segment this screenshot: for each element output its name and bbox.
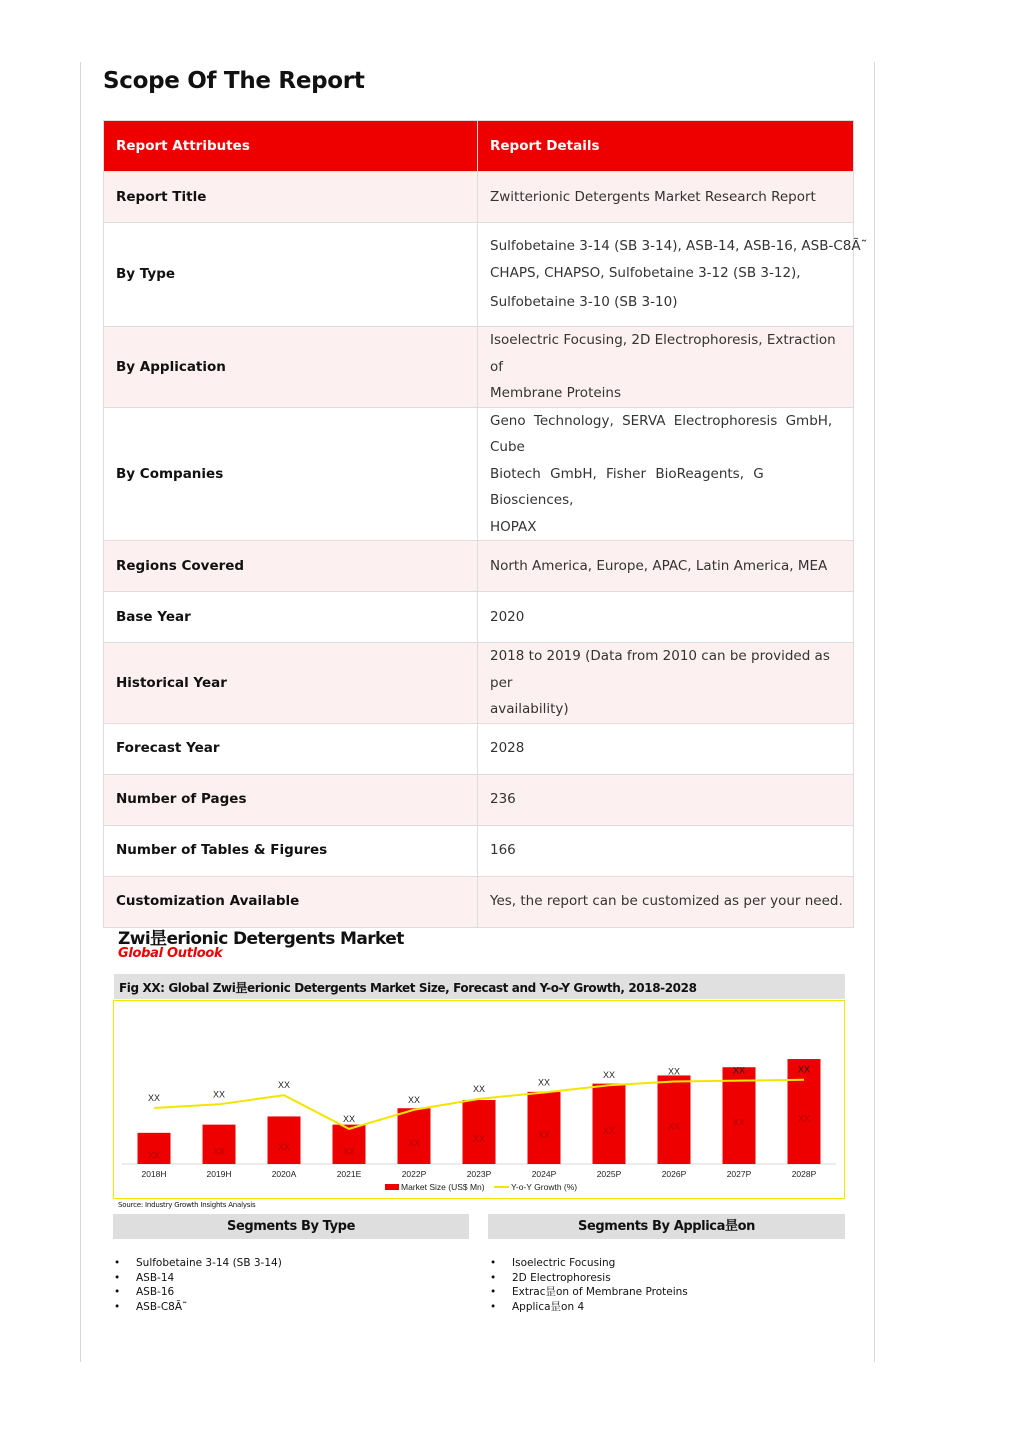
table-header-row	[104, 121, 854, 172]
list-item: • Extrac昰on of Membrane Proteins	[490, 1285, 688, 1300]
row-attribute: Report Title	[104, 172, 478, 223]
bar-data-label: XX	[342, 1146, 356, 1157]
header-attributes: Report Attributes	[104, 121, 478, 172]
row-attribute: Forecast Year	[104, 723, 478, 774]
chart-source: Source: Industry Growth Insights Analysis	[118, 1201, 256, 1209]
row-attribute: Historical Year	[104, 643, 478, 724]
legend-swatch-market-size	[385, 1184, 399, 1190]
table-row	[104, 223, 854, 327]
row-details: Yes, the report can be customized as per your need.	[478, 876, 854, 927]
bar	[203, 1125, 236, 1164]
row-attribute: By Type	[104, 223, 478, 327]
table-row	[104, 723, 854, 774]
list-item: • Applica昰on 4	[490, 1300, 688, 1315]
list-item: • ASB-16	[114, 1285, 282, 1300]
row-details: Sulfobetaine 3-14 (SB 3-14), ASB-14, ASB-16, ASB-C8Ã˜ CHAPS, CHAPSO, Sulfobetaine 3-12 (SB 3-12), Sulfobetaine 3-10 (SB 3-10)	[478, 223, 854, 327]
line-data-label: XX	[537, 1077, 551, 1088]
table-row	[104, 172, 854, 223]
list-item: • 2D Electrophoresis	[490, 1271, 688, 1286]
table-row	[104, 825, 854, 876]
bar	[528, 1092, 561, 1164]
segments-type-heading: Segments By Type	[113, 1214, 469, 1239]
row-details: 2018 to 2019 (Data from 2010 can be provided as per availability)	[478, 643, 854, 724]
x-tick-label: 2026P	[661, 1169, 687, 1179]
x-tick-label: 2023P	[466, 1169, 492, 1179]
bar	[788, 1059, 821, 1164]
table-row	[104, 592, 854, 643]
row-details: Zwitterionic Detergents Market Research Report	[478, 172, 854, 223]
table-row	[104, 643, 854, 724]
row-attribute: Regions Covered	[104, 541, 478, 592]
bar	[463, 1100, 496, 1164]
table-row	[104, 876, 854, 927]
segments-application-list	[490, 1256, 688, 1314]
chart-container	[113, 1000, 845, 1199]
x-tick-label: 2028P	[791, 1169, 817, 1179]
list-item: • ASB-14	[114, 1271, 282, 1286]
bar-data-label: XX	[212, 1146, 226, 1157]
figure-caption: Fig XX: Global Zwi昰erionic Detergents Market Size, Forecast and Y-o-Y Growth, 2018-2028	[119, 981, 697, 995]
right-margin-rule	[874, 62, 875, 1362]
scope-table	[103, 120, 868, 928]
bar	[398, 1108, 431, 1164]
bar-data-label: XX	[147, 1150, 161, 1161]
bar	[593, 1084, 626, 1164]
x-tick-label: 2018H	[141, 1169, 167, 1179]
market-chart	[114, 1001, 844, 1198]
line-data-label: XX	[147, 1092, 161, 1103]
row-attribute: Number of Pages	[104, 774, 478, 825]
row-details: 236	[478, 774, 854, 825]
table-row	[104, 407, 854, 541]
segments-type-list	[114, 1256, 282, 1314]
bar-data-label: XX	[407, 1138, 421, 1149]
list-item: • ASB-C8Ã˜	[114, 1300, 282, 1315]
table-row	[104, 541, 854, 592]
line-data-label: XX	[797, 1064, 811, 1075]
x-tick-label: 2020A	[271, 1169, 297, 1179]
legend-label-market-size: Market Size (US$ Mn)	[401, 1182, 485, 1192]
line-data-label: XX	[342, 1113, 356, 1124]
line-data-label: XX	[472, 1083, 486, 1094]
x-tick-label: 2019H	[206, 1169, 232, 1179]
list-item: • Isoelectric Focusing	[490, 1256, 688, 1271]
line-data-label: XX	[277, 1080, 291, 1091]
row-attribute: By Companies	[104, 407, 478, 541]
x-tick-label: 2024P	[531, 1169, 557, 1179]
bar	[268, 1116, 301, 1164]
x-tick-label: 2021E	[336, 1169, 362, 1179]
table-row	[104, 327, 854, 408]
x-tick-label: 2025P	[596, 1169, 622, 1179]
outlook-subtitle: Global Outlook	[118, 946, 223, 961]
figure-caption-bar	[114, 974, 845, 999]
row-attribute: Number of Tables & Figures	[104, 825, 478, 876]
row-details: 2028	[478, 723, 854, 774]
row-attribute: By Application	[104, 327, 478, 408]
table-row	[104, 774, 854, 825]
bar-data-label: XX	[667, 1121, 681, 1132]
header-details: Report Details	[478, 121, 854, 172]
line-data-label: XX	[407, 1094, 421, 1105]
list-item: • Sulfobetaine 3-14 (SB 3-14)	[114, 1256, 282, 1271]
x-tick-label: 2027P	[726, 1169, 752, 1179]
row-details: North America, Europe, APAC, Latin America, MEA	[478, 541, 854, 592]
bar	[658, 1075, 691, 1164]
row-details: 166	[478, 825, 854, 876]
segments-application-heading: Segments By Applica昰on	[488, 1214, 845, 1239]
x-tick-label: 2022P	[401, 1169, 427, 1179]
bar	[333, 1125, 366, 1164]
bar-data-label: XX	[277, 1142, 291, 1153]
row-attribute: Customization Available	[104, 876, 478, 927]
bar-data-label: XX	[602, 1125, 616, 1136]
legend-label-growth: Y-o-Y Growth (%)	[511, 1182, 578, 1192]
row-details: Geno Technology, SERVA Electrophoresis GmbH, Cube Biotech GmbH, Fisher BioReagents, G Biosciences, HOPAX	[478, 407, 854, 541]
row-details: Isoelectric Focusing, 2D Electrophoresis, Extraction of Membrane Proteins	[478, 327, 854, 408]
bar-data-label: XX	[732, 1117, 746, 1128]
row-attribute: Base Year	[104, 592, 478, 643]
bar-data-label: XX	[797, 1113, 811, 1124]
page-title: Scope Of The Report	[103, 68, 365, 94]
left-margin-rule	[80, 62, 81, 1362]
bar-data-label: XX	[472, 1134, 486, 1145]
outlook-title: Zwi昰erionic Detergents Market	[118, 929, 404, 949]
line-data-label: XX	[212, 1089, 226, 1100]
line-data-label: XX	[732, 1065, 746, 1076]
bar-data-label: XX	[537, 1129, 551, 1140]
line-data-label: XX	[602, 1070, 616, 1081]
line-data-label: XX	[667, 1066, 681, 1077]
row-details: 2020	[478, 592, 854, 643]
